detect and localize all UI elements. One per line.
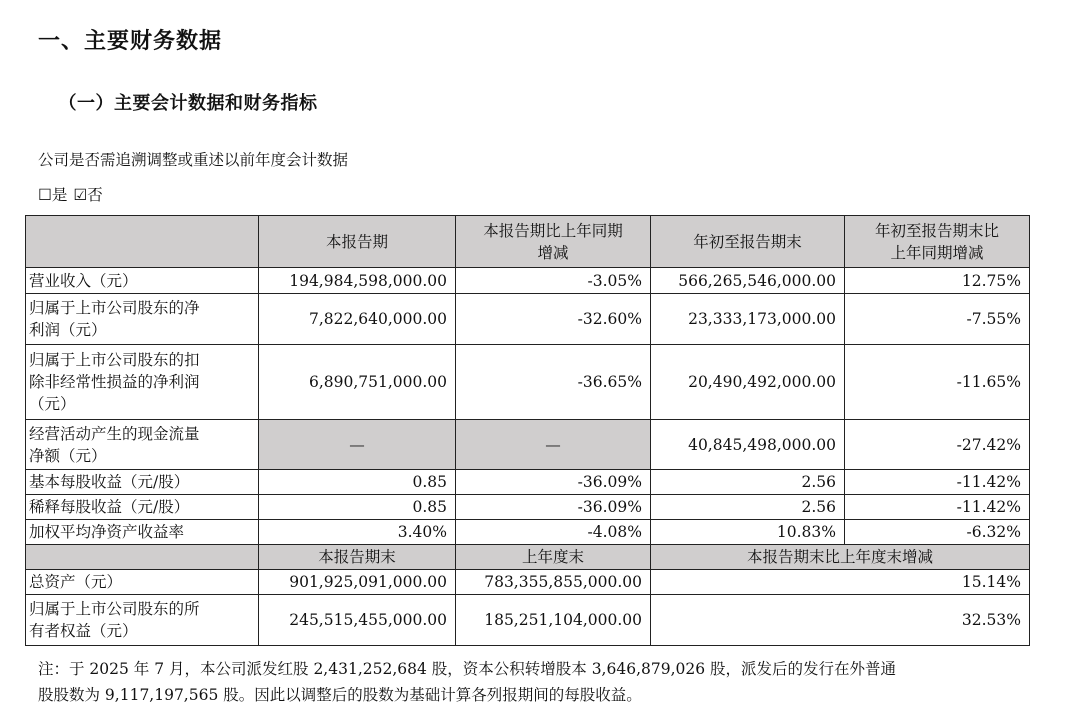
cell-value: 783,355,855,000.00 <box>456 570 651 595</box>
cell-value-na: — <box>456 420 651 470</box>
cell-value: 2.56 <box>651 470 845 495</box>
cell-value: 2.56 <box>651 495 845 520</box>
header-cell-period-end: 本报告期末 <box>259 545 456 570</box>
cell-value: 0.85 <box>259 470 456 495</box>
cell-value: 0.85 <box>259 495 456 520</box>
financial-data-table <box>25 215 1030 646</box>
cell-value: 20,490,492,000.00 <box>651 345 845 420</box>
subsection-heading <box>38 89 318 115</box>
cell-value: 6,890,751,000.00 <box>259 345 456 420</box>
row-label: 加权平均净资产收益率 <box>26 520 259 545</box>
header-cell-prior-year-end: 上年度末 <box>456 545 651 570</box>
table-row <box>26 520 1030 545</box>
cell-value: 15.14% <box>651 570 1030 595</box>
footnote-line: 注：于 2025 年 7 月，本公司派发红股 2,431,252,684 股，资本公积转增股本 3,646,879,026 股，派发后的发行在外普通 <box>38 660 897 678</box>
cell-value: 901,925,091,000.00 <box>259 570 456 595</box>
cell-value: 185,251,104,000.00 <box>456 595 651 646</box>
header-cell-ytd-change: 年初至报告期末比 上年同期增减 <box>845 216 1030 268</box>
cell-value: -7.55% <box>845 294 1030 345</box>
cell-value: 12.75% <box>845 268 1030 294</box>
cell-value: 245,515,455,000.00 <box>259 595 456 646</box>
cell-value-na: — <box>259 420 456 470</box>
row-label: 归属于上市公司股东的扣 除非经常性损益的净利润 （元） <box>26 345 259 420</box>
header-cell-blank <box>26 216 259 268</box>
header-cell-blank <box>26 545 259 570</box>
cell-value: -36.65% <box>456 345 651 420</box>
table-row <box>26 268 1030 294</box>
header-cell-current-period: 本报告期 <box>259 216 456 268</box>
cell-value: -3.05% <box>456 268 651 294</box>
cell-value: 7,822,640,000.00 <box>259 294 456 345</box>
cell-value: -32.60% <box>456 294 651 345</box>
row-label: 营业收入（元） <box>26 268 259 294</box>
table-header-row <box>26 216 1030 268</box>
table-header-row-2 <box>26 545 1030 570</box>
cell-value: 10.83% <box>651 520 845 545</box>
section-heading: 一、主要财务数据 <box>38 29 223 54</box>
footnote <box>38 656 1038 708</box>
table-row <box>26 345 1030 420</box>
cell-value: -36.09% <box>456 495 651 520</box>
table-row <box>26 570 1030 595</box>
table-row <box>26 470 1030 495</box>
header-cell-ytd: 年初至报告期末 <box>651 216 845 268</box>
cell-value: 23,333,173,000.00 <box>651 294 845 345</box>
cell-value: -4.08% <box>456 520 651 545</box>
subsection-title: 主要会计数据和财务指标 <box>114 93 318 114</box>
table-row <box>26 595 1030 646</box>
row-label: 经营活动产生的现金流量 净额（元） <box>26 420 259 470</box>
cell-value: -6.32% <box>845 520 1030 545</box>
row-label: 基本每股收益（元/股） <box>26 470 259 495</box>
cell-value: 40,845,498,000.00 <box>651 420 845 470</box>
restatement-question: 公司是否需追溯调整或重述以前年度会计数据 <box>38 151 349 169</box>
table-row <box>26 495 1030 520</box>
cell-value: 194,984,598,000.00 <box>259 268 456 294</box>
cell-value: -11.65% <box>845 345 1030 420</box>
header-cell-period-end-change: 本报告期末比上年度末增减 <box>651 545 1030 570</box>
subsection-number: （一） <box>58 93 114 114</box>
row-label: 归属于上市公司股东的净 利润（元） <box>26 294 259 345</box>
row-label: 稀释每股收益（元/股） <box>26 495 259 520</box>
cell-value: -11.42% <box>845 495 1030 520</box>
option-yes-checkbox: ☐是 <box>38 186 68 204</box>
table-row <box>26 420 1030 470</box>
cell-value: -27.42% <box>845 420 1030 470</box>
row-label: 总资产（元） <box>26 570 259 595</box>
cell-value: 32.53% <box>651 595 1030 646</box>
cell-value: 566,265,546,000.00 <box>651 268 845 294</box>
footnote-line: 股股数为 9,117,197,565 股。因此以调整后的股数为基础计算各列报期间的每股收益。 <box>38 686 642 704</box>
table-row <box>26 294 1030 345</box>
row-label: 归属于上市公司股东的所 有者权益（元） <box>26 595 259 646</box>
header-cell-current-period-change: 本报告期比上年同期 增减 <box>456 216 651 268</box>
cell-value: -36.09% <box>456 470 651 495</box>
restatement-options <box>38 183 109 205</box>
cell-value: 3.40% <box>259 520 456 545</box>
option-no-checkbox: ☑否 <box>73 186 103 204</box>
cell-value: -11.42% <box>845 470 1030 495</box>
